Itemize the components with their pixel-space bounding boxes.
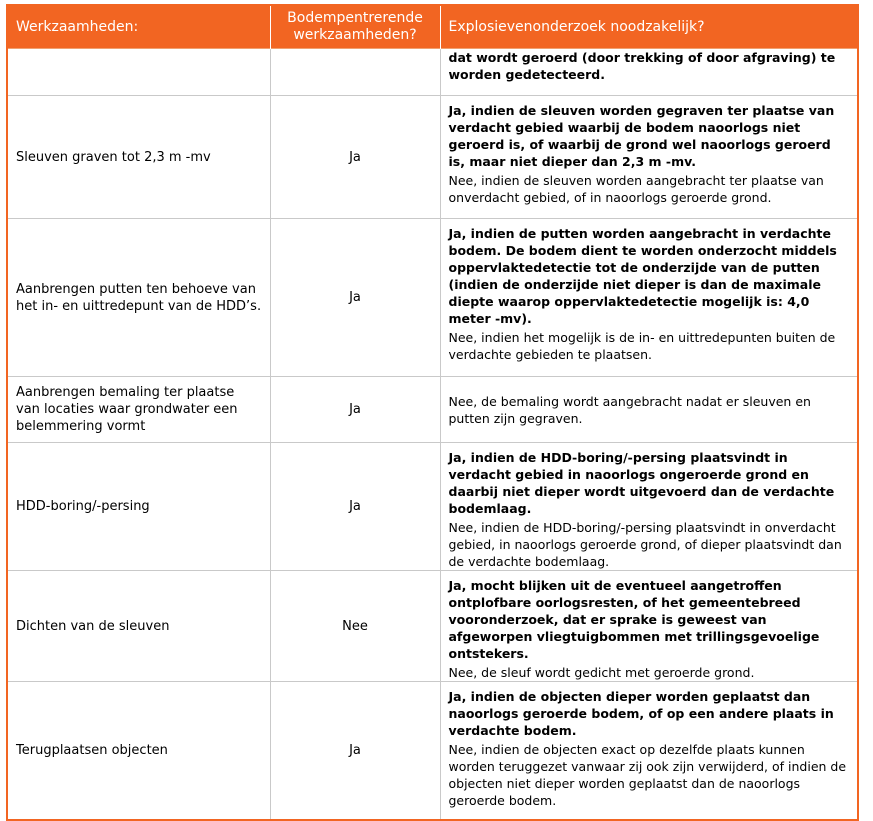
header-soil-penetrating: Bodempentrerende werkzaamheden? <box>270 5 440 49</box>
penetrating-cell: Ja <box>270 443 440 571</box>
table-row <box>7 377 858 443</box>
header-row <box>7 5 858 49</box>
activity-cell: Aanbrengen bemaling ter plaatse van locaties waar grondwater een belemmering vormt <box>7 377 270 443</box>
research-yes-text: Ja, indien de putten worden aangebracht in verdachte bodem. De bodem dient te worden onderzocht middels oppervlaktedetectie tot de onderzijde van de putten (indien de onderzijde niet dieper is dan de maximale diepte waarop oppervlaktedetectie mogelijk is: 4,0 meter -mv). <box>448 226 837 326</box>
research-yes-text: dat wordt geroerd (door trekking of door afgraving) te worden gedetecteerd. <box>448 50 836 82</box>
penetrating-cell <box>270 49 440 96</box>
header-activities: Werkzaamheden: <box>7 5 270 49</box>
table-row <box>7 571 858 682</box>
penetrating-cell: Nee <box>270 571 440 682</box>
research-cell <box>440 219 858 377</box>
research-yes-text: Ja, indien de objecten dieper worden geplaatst dan naoorlogs geroerde bodem, of op een andere plaats in verdachte bodem. <box>448 689 834 738</box>
activity-cell <box>7 49 270 96</box>
research-cell <box>440 682 858 820</box>
research-cell <box>440 96 858 219</box>
research-cell <box>440 377 858 443</box>
explosives-research-table <box>6 4 859 821</box>
research-yes-text: Ja, mocht blijken uit de eventueel aangetroffen ontplofbare oorlogsresten, of het gemeentebreed vooronderzoek, dat er sprake is geweest van afgeworpen vliegtuigbommen met trillingsgevoelige ontstekers. <box>448 578 820 661</box>
research-cell <box>440 443 858 571</box>
table-row <box>7 443 858 571</box>
research-no-text: Nee, indien de objecten exact op dezelfde plaats kunnen worden teruggezet vanwaar zij ook zijn verwijderd, of indien de objecten niet dieper worden geplaatst dan de naoorlogs geroerde bodem. <box>448 742 847 808</box>
research-no-text: Nee, indien de HDD-boring/-persing plaatsvindt in onverdacht gebied, in naoorlogs geroerde grond, of dieper plaatsvindt dan de verdachte bodemlaag. <box>448 520 842 569</box>
research-yes-text: Ja, indien de HDD-boring/-persing plaatsvindt in verdacht gebied in naoorlogs ongeroerde grond en daarbij niet dieper wordt uitgevoerd dan de verdachte bodemlaag. <box>448 450 835 516</box>
table-row <box>7 219 858 377</box>
research-yes-text: Ja, indien de sleuven worden gegraven ter plaatse van verdacht gebied waarbij de bodem naoorlogs niet geroerd is, of waarbij de grond wel naoorlogs geroerd is, maar niet dieper dan 2,3 m -mv. <box>448 103 835 169</box>
table-row <box>7 96 858 219</box>
research-cell <box>440 49 858 96</box>
activity-cell: Aanbrengen putten ten behoeve van het in- en uittredepunt van de HDD’s. <box>7 219 270 377</box>
table-row <box>7 682 858 820</box>
activity-cell: Sleuven graven tot 2,3 m -mv <box>7 96 270 219</box>
research-no-text: Nee, de bemaling wordt aangebracht nadat er sleuven en putten zijn gegraven. <box>448 393 811 426</box>
research-no-text: Nee, indien de sleuven worden aangebracht ter plaatse van onverdacht gebied, of in naoorlogs geroerde grond. <box>448 173 824 205</box>
penetrating-cell: Ja <box>270 219 440 377</box>
research-no-text: Nee, de sleuf wordt gedicht met geroerde grond. <box>448 665 755 680</box>
penetrating-cell: Ja <box>270 377 440 443</box>
activity-cell: Terugplaatsen objecten <box>7 682 270 820</box>
penetrating-cell: Ja <box>270 96 440 219</box>
header-research-needed: Explosievenonderzoek noodzakelijk? <box>440 5 858 49</box>
penetrating-cell: Ja <box>270 682 440 820</box>
activity-cell: Dichten van de sleuven <box>7 571 270 682</box>
activity-cell: HDD-boring/-persing <box>7 443 270 571</box>
table-row <box>7 49 858 96</box>
research-no-text: Nee, indien het mogelijk is de in- en uittredepunten buiten de verdachte gebieden te plaatsen. <box>448 330 836 362</box>
research-cell <box>440 571 858 682</box>
